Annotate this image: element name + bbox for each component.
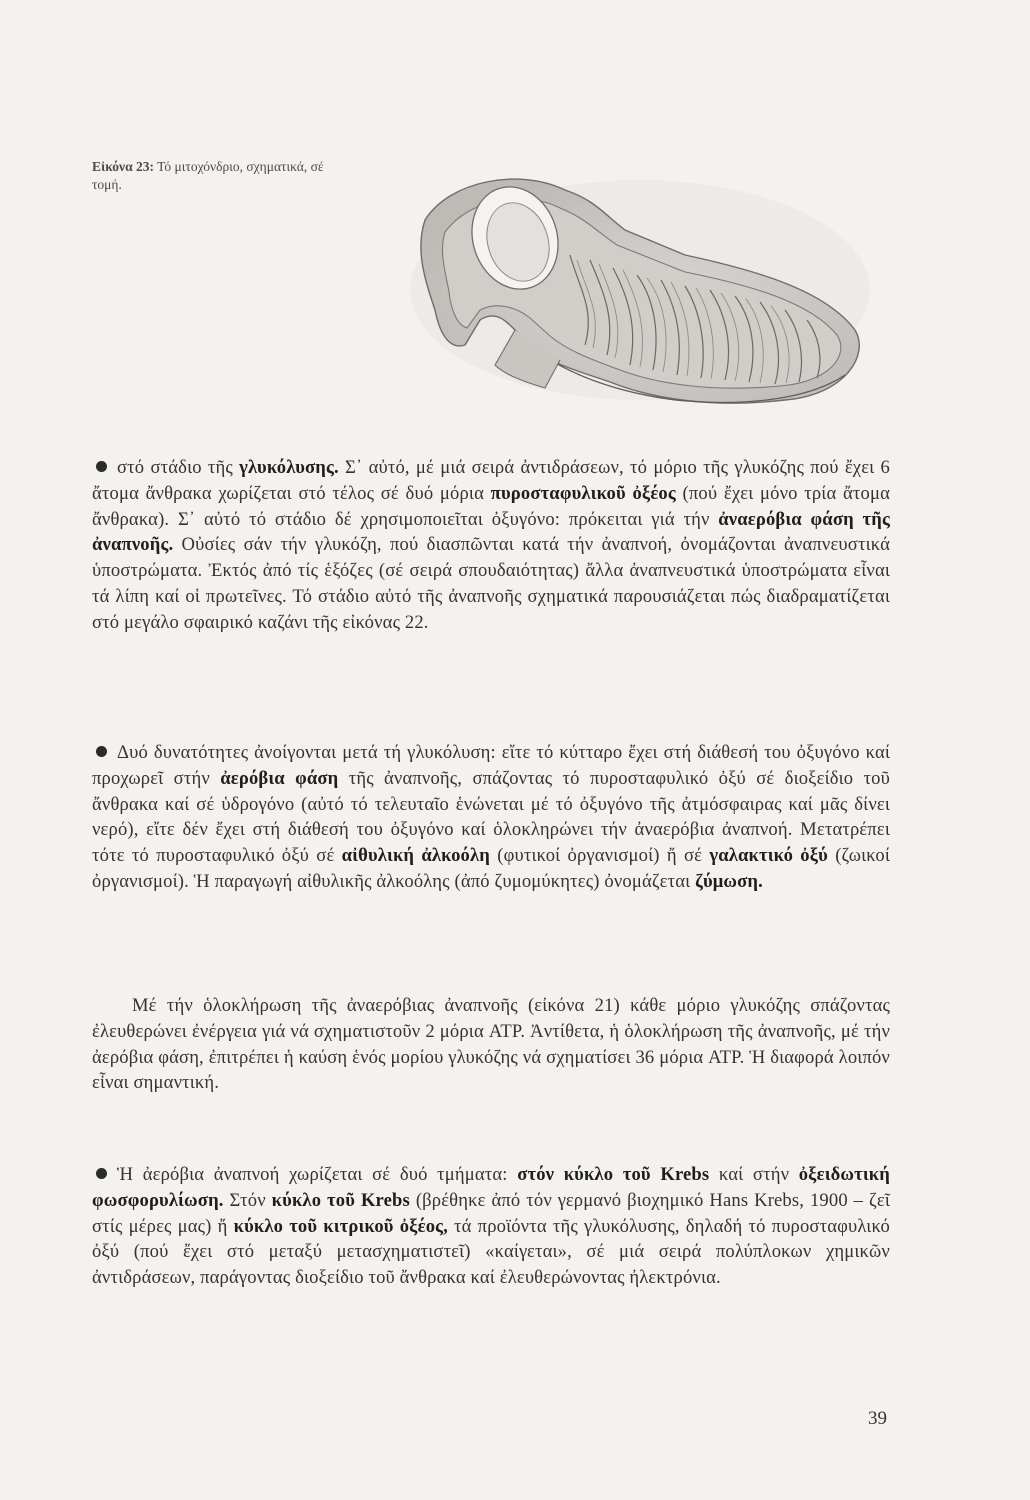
- p2-text-1: Δυό δυνατότητες ἀνοίγονται μετά τή γλυκόλυση: εἴτε τό κύτταρο ἔχει στή διάθεσή του ὀξυγόνο καί προχωρεῖ στήν: [92, 742, 890, 789]
- p1-text-1: στό στάδιο τῆς: [117, 457, 240, 478]
- p3-text: Μέ τήν ὁλοκλήρωση τῆς ἀναερόβιας ἀναπνοῆς (εἰκόνα 21) κάθε μόριο γλυκόζης σπάζοντας ἐλευθερώνει ἐνέργεια γιά νά σχηματιστοῦν 2 μόρια ATP. Ἀντίθετα, ἡ ὁλοκλήρωση τῆς ἀναπνοῆς, μέ τήν ἀερόβια φάση, ἐπιτρέπει ἡ καύση ἑνός μορίου γλυκόζης νά σχηματίσει 36 μόρια ATP. Ἡ διαφορά λοιπόν εἶναι σημαντική.: [92, 995, 890, 1094]
- p4-bold-4: κύκλο τοῦ κιτρικοῦ ὀξέος,: [233, 1215, 448, 1237]
- p4-bold-3: κύκλο τοῦ Krebs: [271, 1189, 410, 1211]
- p2-bold-3: γαλακτικό ὀξύ: [709, 845, 828, 867]
- page-number: 39: [868, 1408, 887, 1429]
- p4-text-4: (βρέθηκε ἀπό τόν γερμανό βιοχημικό Hans Krebs, 1900 – ζεῖ στίς μέρες μας) ἤ: [92, 1189, 890, 1237]
- bullet-icon: [96, 746, 107, 757]
- paragraph-glycolysis: [92, 455, 890, 636]
- p2-text-3: (φυτικοί ὀργανισμοί) ἤ σέ: [490, 845, 710, 867]
- bullet-icon: [96, 1168, 107, 1179]
- p1-text-4: Οὐσίες σάν τήν γλυκόζη, πού διασπῶνται κατά τήν ἀναπνοή, ὀνομάζονται ἀναπνευστικά ὑποστρώματα. Ἐκτός ἀπό τίς ἑξόζες (σέ σειρά σπουδαιότητας) ἄλλα ἀναπνευστικά ὑποστρώματα εἶναι τά λίπη καί οἱ πρωτεῖνες. Τό στάδιο αὐτό τῆς ἀναπνοῆς σχηματικά παρουσιάζεται πώς διαδραματίζεται στό μεγάλο σφαιρικό καζάνι τῆς εἰκόνας 22.: [92, 534, 890, 633]
- p2-bold-4: ζύμωση.: [695, 870, 763, 892]
- p4-text-1: Ἡ ἀερόβια ἀναπνοή χωρίζεται σέ δυό τμήματα:: [117, 1164, 518, 1185]
- p4-text-3: Στόν: [223, 1189, 272, 1211]
- bullet-icon: [96, 461, 107, 472]
- p4-bold-1: στόν κύκλο τοῦ Krebs: [517, 1164, 710, 1185]
- paragraph-atp-comparison: [92, 993, 890, 1096]
- paragraph-krebs-cycle: [92, 1162, 890, 1291]
- figure-caption: [92, 158, 352, 194]
- p2-bold-2: αἰθυλική ἀλκοόλη: [341, 845, 490, 867]
- p4-text-5: τά προϊόντα τῆς γλυκόλυσης, δηλαδή τό πυροσταφυλικό ὀξύ (πού ἔχει στό μεταξύ μετασχηματιστεῖ) «καίγεται», σέ μιά σειρά πολύπλοκων χημικῶν ἀντιδράσεων, παράγοντας διοξείδιο τοῦ ἄνθρακα καί ἐλευθερώνοντας ἠλεκτρόνια.: [92, 1215, 891, 1289]
- p1-bold-3: ἀναερόβια φάση τῆς ἀναπνοῆς.: [92, 508, 890, 556]
- mitochondrion-cross-section-icon: [355, 160, 875, 420]
- caption-label: Εἰκόνα 23:: [92, 159, 154, 174]
- p2-text-2: τῆς ἀναπνοῆς, σπάζοντας τό πυροσταφυλικό ὀξύ σέ διοξείδιο τοῦ ἄνθρακα καί σέ ὑδρογόνο (αὐτό τό τελευταῖο ἑνώνεται μέ τό ὀξυγόνο τῆς ἀτμόσφαιρας καί μᾶς δίνει νερό), εἴτε δέν ἔχει στή διάθεσή του ὀξυγόνο καί ὁλοκληρώνει τήν ἀναερόβια ἀναπνοή. Μετατρέπει τότε τό πυροσταφυλικό ὀξύ σέ: [92, 767, 890, 867]
- mitochondrion-figure: [355, 160, 875, 420]
- p4-bold-2: ὀξειδωτική φωσφορυλίωση.: [92, 1164, 890, 1211]
- p2-bold-1: ἀερόβια φάση: [220, 767, 339, 789]
- p4-text-2: καί στήν: [709, 1164, 799, 1185]
- caption-text: Τό μιτοχόνδριο, σχηματικά, σέ τομή.: [92, 159, 324, 192]
- p1-bold-2: πυροσταφυλικοῦ ὀξέος: [490, 482, 676, 504]
- p1-bold-1: γλυκόλυσης.: [239, 457, 339, 478]
- p1-text-2: Σ᾽ αὐτό, μέ μιά σειρά ἀντιδράσεων, τό μόριο τῆς γλυκόζης πού ἔχει 6 ἄτομα ἄνθρακα χωρίζεται στό τέλος σέ δυό μόρια: [92, 457, 891, 504]
- p1-text-3: (πού ἔχει μόνο τρία ἄτομα ἄνθρακα). Σ᾽ αὐτό τό στάδιο δέ χρησιμοποιεῖται ὀξυγόνο: πρόκειται γιά τήν: [92, 482, 890, 530]
- p2-text-4: (ζωικοί ὀργανισμοί). Ἡ παραγωγή αἰθυλικῆς ἀλκοόλης (ἀπό ζυμομύκητες) ὀνομάζεται: [92, 845, 890, 892]
- paragraph-two-possibilities: [92, 740, 890, 895]
